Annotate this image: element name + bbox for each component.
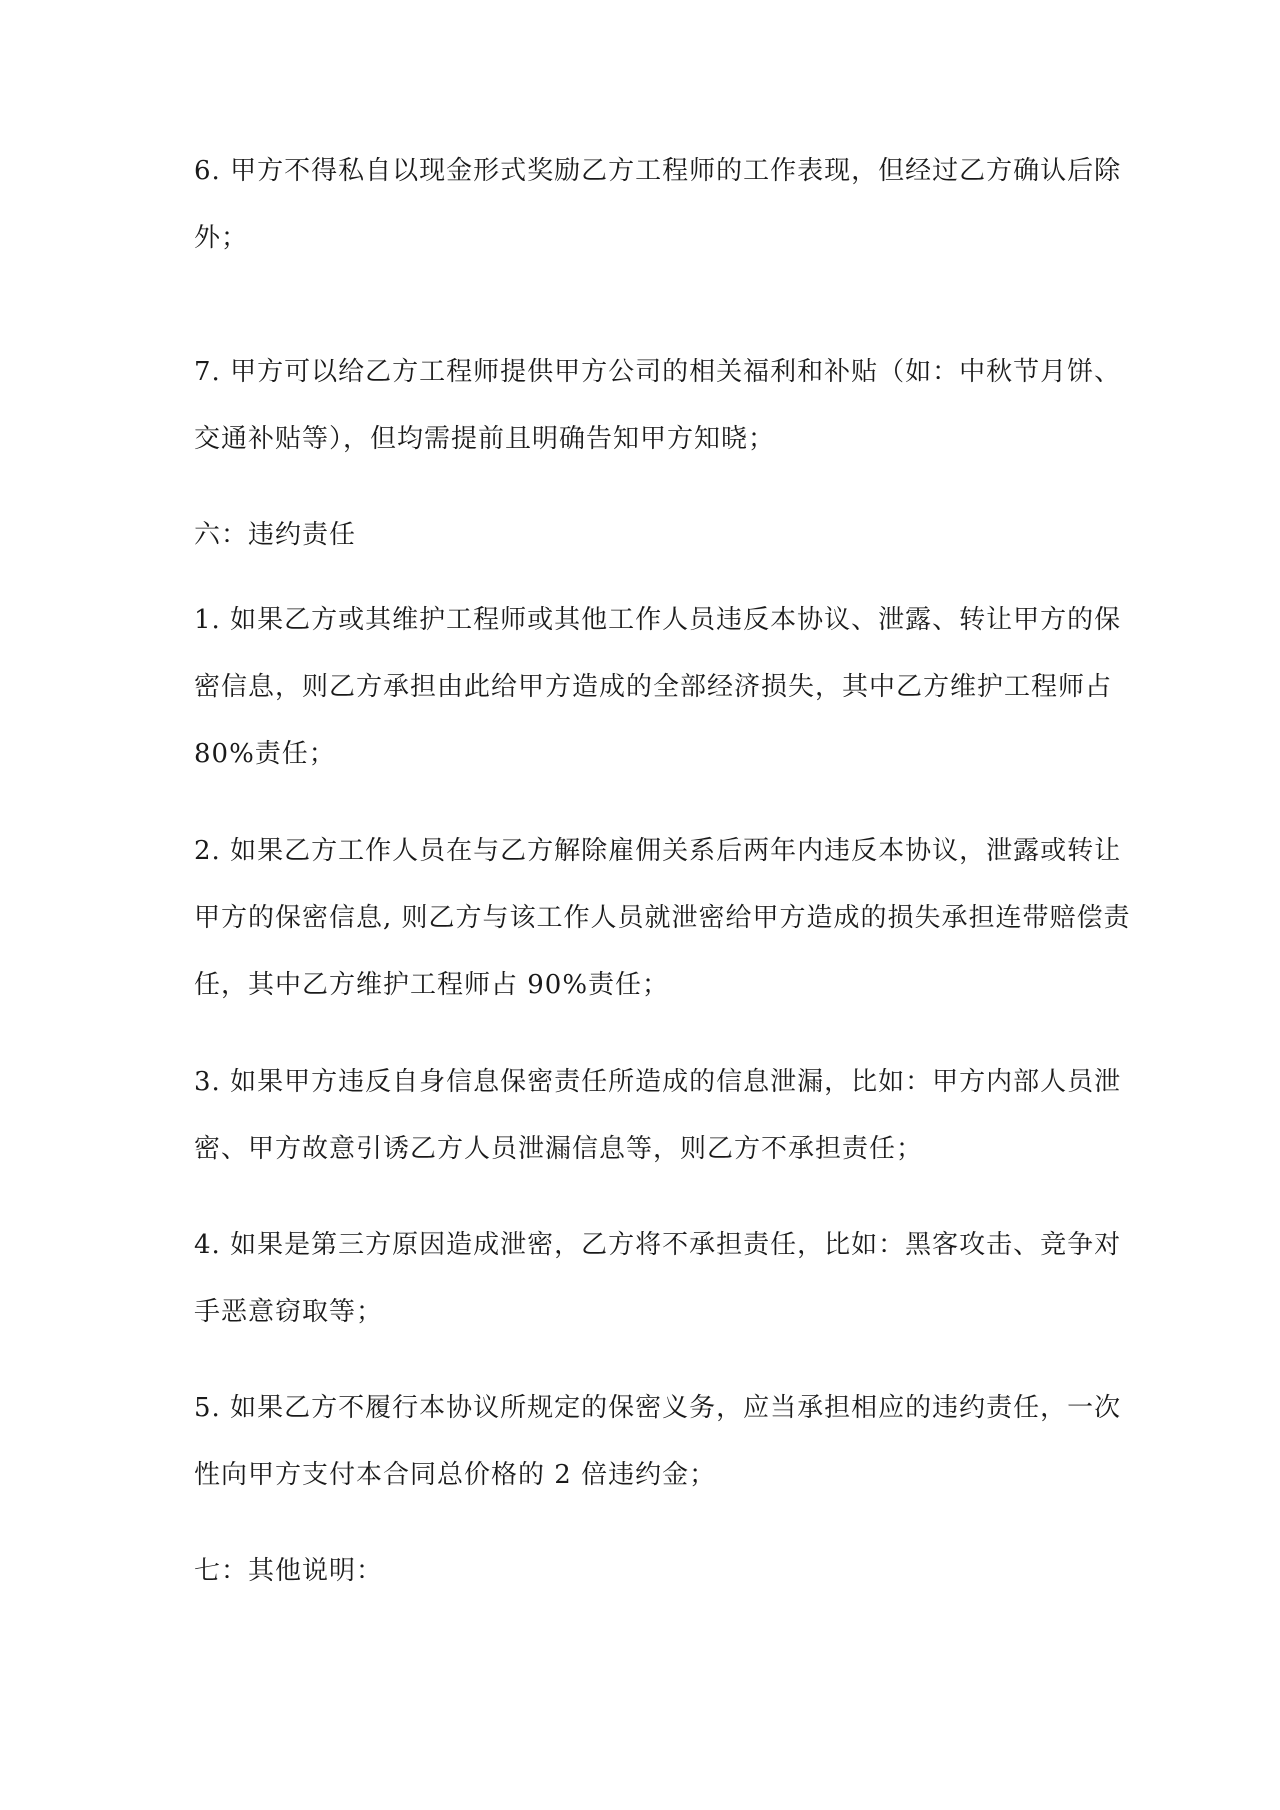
text-line: 性向甲方支付本合同总价格的 2 倍违约金；: [194, 1460, 717, 1490]
heading-text: 六：违约责任: [194, 520, 357, 550]
text-line: 80%责任；: [194, 739, 336, 769]
paragraph-item-7: [194, 339, 1122, 473]
text-line: 甲方的保密信息, 则乙方与该工作人员就泄密给甲方造成的损失承担连带赔偿责: [194, 903, 1131, 933]
text-line: 1. 如果乙方或其维护工程师或其他工作人员违反本协议、泄露、转让甲方的保: [194, 605, 1122, 635]
text-line: 密信息，则乙方承担由此给甲方造成的全部经济损失，其中乙方维护工程师占: [194, 672, 1113, 702]
text-line: 5. 如果乙方不履行本协议所规定的保密义务，应当承担相应的违约责任，一次: [194, 1393, 1122, 1423]
paragraph-item-6: [194, 138, 1122, 272]
text-line: 密、甲方故意引诱乙方人员泄漏信息等，则乙方不承担责任；: [194, 1134, 924, 1164]
paragraph-clause-5: [194, 1375, 1122, 1509]
text-line: 手恶意窃取等；: [194, 1297, 384, 1327]
text-line: 外；: [194, 223, 249, 253]
section-heading-breach-liability: [194, 502, 1094, 569]
text-line: 6. 甲方不得私自以现金形式奖励乙方工程师的工作表现，但经过乙方确认后除: [194, 156, 1122, 186]
text-line: 3. 如果甲方违反自身信息保密责任所造成的信息泄漏，比如：甲方内部人员泄: [194, 1067, 1122, 1097]
text-line: 2. 如果乙方工作人员在与乙方解除雇佣关系后两年内违反本协议，泄露或转让: [194, 836, 1122, 866]
heading-text: 七：其他说明：: [194, 1556, 384, 1586]
paragraph-clause-3: [194, 1049, 1122, 1183]
paragraph-clause-1: [194, 587, 1122, 788]
paragraph-clause-4: [194, 1212, 1122, 1346]
text-line: 7. 甲方可以给乙方工程师提供甲方公司的相关福利和补贴（如：中秋节月饼、: [194, 357, 1122, 387]
text-line: 交通补贴等），但均需提前且明确告知甲方知晓；: [194, 424, 776, 454]
text-line: 4. 如果是第三方原因造成泄密，乙方将不承担责任，比如：黑客攻击、竞争对: [194, 1230, 1122, 1260]
text-line: 任，其中乙方维护工程师占 90%责任；: [194, 970, 670, 1000]
section-heading-other-notes: [194, 1538, 1094, 1605]
paragraph-clause-2: [194, 818, 1131, 1019]
